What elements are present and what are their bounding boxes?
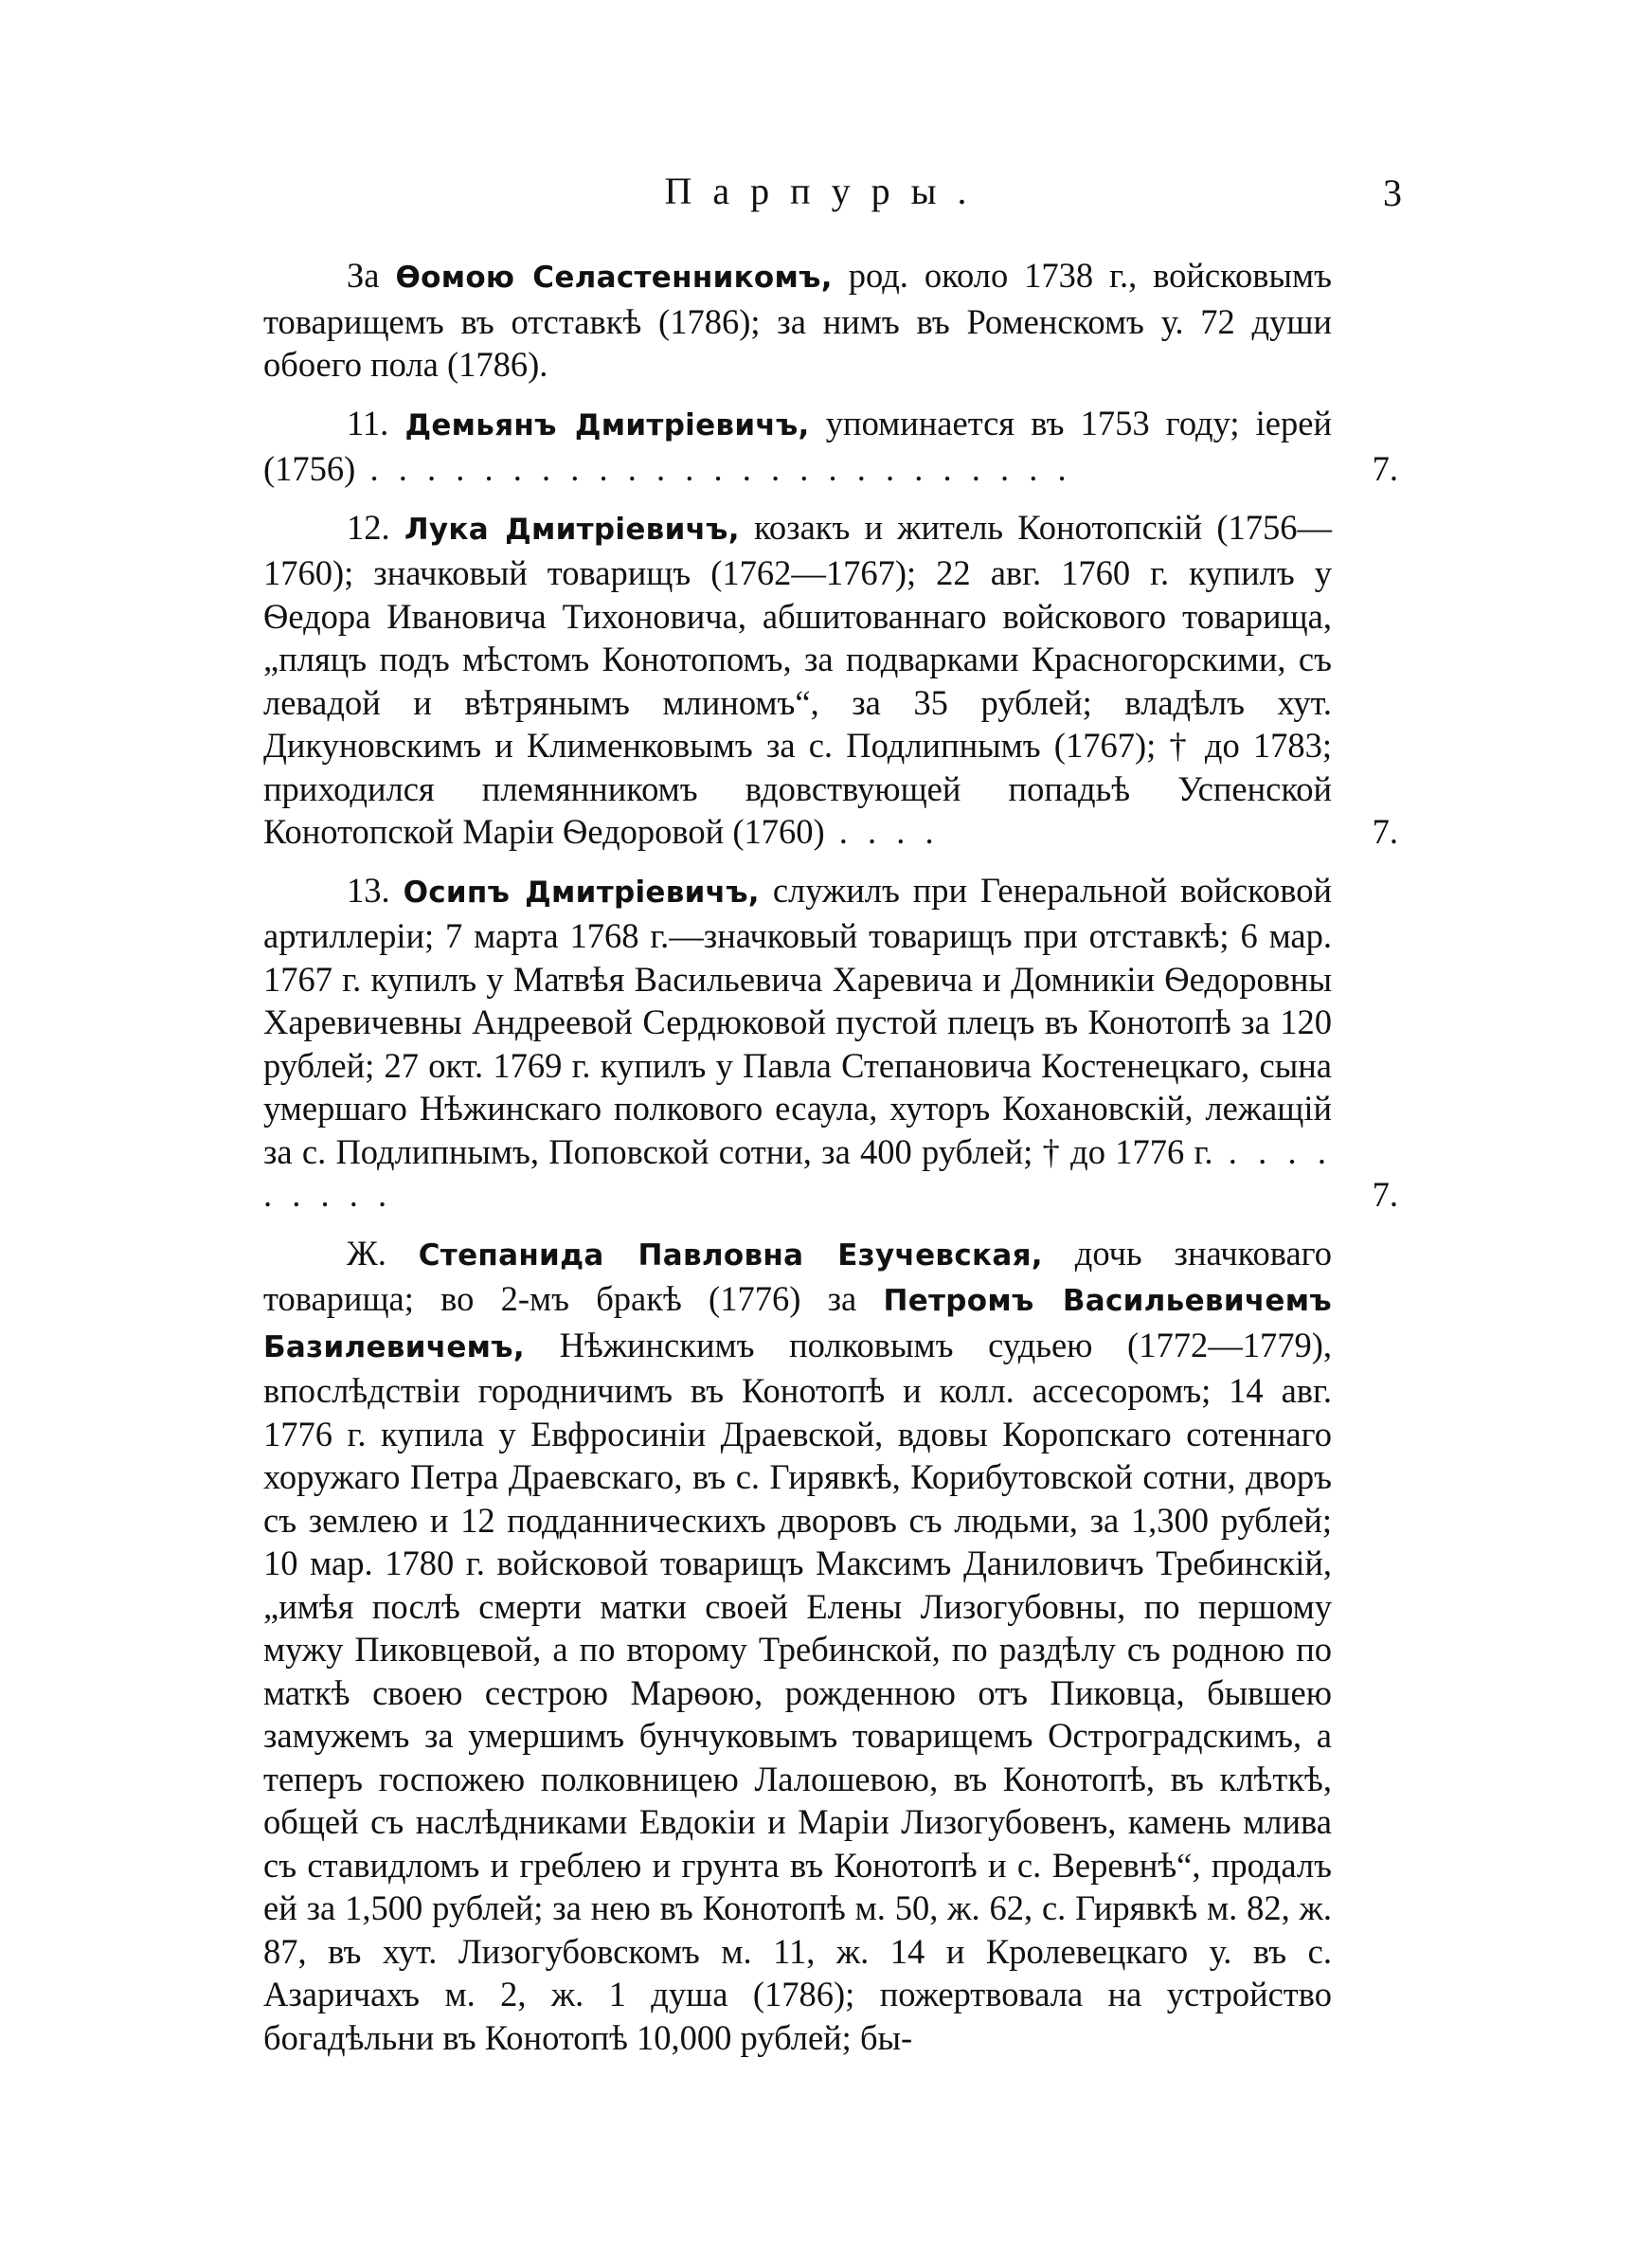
- leader-dots: . . . . . . . . . . . . . . . . . . . . . . . . .: [355, 449, 1072, 488]
- entry-paragraph-12: [263, 506, 1398, 854]
- margin-reference: 7.: [1372, 812, 1398, 851]
- entry-number: 12.: [347, 507, 404, 547]
- entry-paragraph-13: [263, 869, 1398, 1217]
- entry-text: род. около 1738 г., войсковымъ товарищемъ въ отставкѣ (1786); за нимъ въ Роменскомъ у. 72 души обоего пола (1786).: [263, 256, 1332, 384]
- leader-dots: . . . .: [824, 812, 940, 851]
- entry-text: Нѣжинскимъ полковымъ судьею (1772—1779), впослѣдствіи городничимъ въ Конотопѣ и колл. ассесоромъ; 14 авг. 1776 г. купила у Евфросиніи Драевской, вдовы Коропскаго сотеннаго хоружаго Петра Драевскаго, въ с. Гирявкѣ, Корибутовской сотни, дворъ съ землею и 12 подданническихъ дворовъ съ людьми, за 1,300 рублей; 10 мар. 1780 г. войсковой товарищъ Максимъ Даниловичъ Требинскій, „имѣя послѣ смерти матки своей Елены Лизогубовны, по першому мужу Пиковцевой, а по второму Требинской, по раздѣлу съ родною по маткѣ своею сестрою Марѳою, рожденною отъ Пиковца, бывшею замужемъ за умершимъ бунчуковымъ товарищемъ Остроградскимъ, а теперъ госпожею полковницею Лалошевою, въ Конотопѣ, въ клѣткѣ, общей съ наслѣдниками Евдокіи и Маріи Лизогубовенъ, камень млива съ ставидломъ и греблею и грунта въ Конотопѣ и с. Веревнѣ“, продалъ ей за 1,500 рублей; за нею въ Конотопѣ м. 50, ж. 62, с. Гирявкѣ м. 82, ж. 87, въ хут. Лизогубовскомъ м. 11, ж. 14 и Кролевецкаго у. въ с. Азаричахъ м. 2, ж. 1 душа (1786); пожертвовала на устройство богадѣльни въ Конотопѣ 10,000 рублей; бы-: [263, 1325, 1332, 2057]
- person-name: Степанида Павловна Езучевская,: [418, 1237, 1043, 1273]
- person-name: Осипъ Дмитріевичъ,: [403, 875, 760, 910]
- person-name: Демьянъ Дмитріевичъ,: [404, 407, 810, 442]
- running-title: Парпуры.: [664, 170, 988, 212]
- spouse-name: Петромъ Васильевичемъ Базилевичемъ,: [263, 1284, 1332, 1364]
- page-number: 3: [1383, 172, 1402, 214]
- person-name: Ѳомою Селастенникомъ,: [395, 261, 833, 295]
- entry-text: дочь значковаго товарища; во 2-мъ бракѣ (1776) за: [263, 1233, 1332, 1318]
- entry-text: служилъ при Генеральной войсковой артиллеріи; 7 марта 1768 г.—значковый товарищъ при отставкѣ; 6 мар. 1767 г. купилъ у Матвѣя Васильевича Харевича и Домникіи Ѳедоровны Харевичевны Андреевой Сердюковой пустой плецъ въ Конотопѣ за 120 рублей; 27 окт. 1769 г. купилъ у Павла Степановича Костенецкаго, сына умершаго Нѣжинскаго полкового есаула, хуторъ Кохановскій, лежащій за с. Подлипнымъ, Поповской сотни, за 400 рублей; † до 1776 г.: [263, 870, 1332, 1171]
- person-name: Лука Дмитріевичъ,: [404, 512, 740, 547]
- entry-paragraph-zh: [263, 1232, 1332, 2060]
- leader-dots: . . . . . . . . .: [263, 1131, 1333, 1214]
- entry-paragraph-continuation: [263, 254, 1332, 387]
- entry-text: козакъ и житель Конотопскій (1756—1760); значковый товарищъ (1762—1767); 22 авг. 1760 г. купилъ у Ѳедора Ивановича Тихоновича, абшитованнаго войскового товарища, „пляцъ подъ мѣстомъ Конотопомъ, за подварками Красногорскими, съ левадой и вѣтрянымъ млиномъ“, за 35 рублей; владѣлъ хут. Дикуновскимъ и Клименковымъ за с. Подлипнымъ (1767); † до 1783; приходился племянникомъ вдовствующей попадьѣ Успенской Конотопской Маріи Ѳедоровой (1760): [263, 507, 1333, 851]
- entry-text: За: [347, 256, 396, 295]
- margin-reference: 7.: [1372, 449, 1398, 488]
- entry-number: 13.: [347, 870, 404, 910]
- entry-paragraph-11: [263, 402, 1398, 491]
- text-column: [263, 254, 1398, 2074]
- margin-reference: 7.: [1372, 1175, 1398, 1214]
- entry-number: Ж.: [347, 1233, 419, 1273]
- entry-number: 11.: [347, 403, 405, 442]
- entry-text: упоминается въ 1753 году; іерей (1756): [263, 403, 1332, 488]
